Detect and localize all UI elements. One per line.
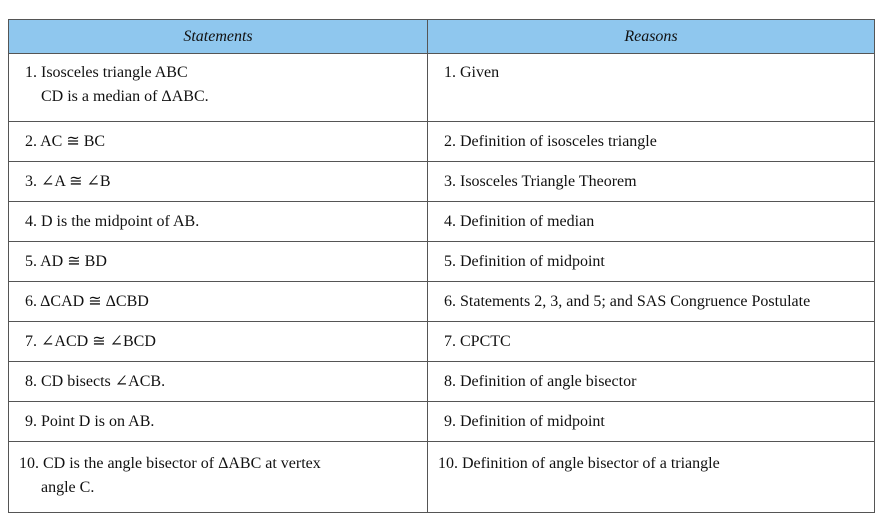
statement-cell xyxy=(9,282,428,322)
statement-cell xyxy=(9,362,428,402)
table-row xyxy=(9,442,875,513)
statement-text: CD bisects ∠ACB. xyxy=(41,372,166,390)
reason-cell: 9. Definition of midpoint xyxy=(428,402,875,442)
statement-cell xyxy=(9,322,428,362)
reason-cell: 4. Definition of median xyxy=(428,202,875,242)
reason-cell: 6. Statements 2, 3, and 5; and SAS Congruence Postulate xyxy=(428,282,875,322)
step-number: 2. xyxy=(25,132,37,150)
statement-line xyxy=(25,61,419,85)
reasons-header: Reasons xyxy=(428,20,875,54)
header-row xyxy=(9,20,875,54)
statement-text: Isosceles triangle ABC xyxy=(41,64,188,81)
step-number: 10. xyxy=(19,455,39,472)
statement-cell xyxy=(9,202,428,242)
step-number: 9. xyxy=(25,412,37,430)
statement-text: D is the midpoint of AB. xyxy=(41,212,200,230)
statement-text: ∠ACD ≅ ∠BCD xyxy=(41,332,156,350)
step-number: 8. xyxy=(25,372,37,390)
step-number: 4. xyxy=(25,212,37,230)
statement-text: Point D is on AB. xyxy=(41,412,155,430)
table-row xyxy=(9,54,875,122)
reason-cell: 2. Definition of isosceles triangle xyxy=(428,122,875,162)
statement-cell xyxy=(9,442,428,513)
statement-text: ∠A ≅ ∠B xyxy=(41,172,111,190)
step-number: 1. xyxy=(25,64,37,81)
table-row xyxy=(9,282,875,322)
table-row xyxy=(9,322,875,362)
table-row xyxy=(9,242,875,282)
statement-text: AC ≅ BC xyxy=(40,132,106,150)
statement-text: AD ≅ BD xyxy=(40,252,107,270)
reason-cell: 10. Definition of angle bisector of a triangle xyxy=(428,442,875,513)
statement-line xyxy=(25,85,419,109)
step-number: 3. xyxy=(25,172,37,190)
statement-cell xyxy=(9,54,428,122)
statement-cell xyxy=(9,122,428,162)
table-row xyxy=(9,362,875,402)
statement-cell xyxy=(9,162,428,202)
table-row xyxy=(9,162,875,202)
statement-text: CD is a median of ΔABC. xyxy=(41,88,209,105)
table-row xyxy=(9,402,875,442)
statement-text: ΔCAD ≅ ΔCBD xyxy=(40,292,149,310)
table-row xyxy=(9,202,875,242)
statement-cell xyxy=(9,402,428,442)
statement-text: angle C. xyxy=(41,479,95,496)
step-number: 5. xyxy=(25,252,37,270)
statements-header: Statements xyxy=(9,20,428,54)
statement-line xyxy=(19,452,419,476)
reason-cell: 1. Given xyxy=(428,54,875,122)
statement-line xyxy=(19,476,419,500)
statement-text: CD is the angle bisector of ΔABC at vertex xyxy=(43,455,321,472)
reason-cell: 3. Isosceles Triangle Theorem xyxy=(428,162,875,202)
reason-cell: 8. Definition of angle bisector xyxy=(428,362,875,402)
statement-cell xyxy=(9,242,428,282)
two-column-proof-table xyxy=(8,19,875,513)
table-row xyxy=(9,122,875,162)
reason-cell: 7. CPCTC xyxy=(428,322,875,362)
step-number: 7. xyxy=(25,332,37,350)
step-number: 6. xyxy=(25,292,37,310)
reason-cell: 5. Definition of midpoint xyxy=(428,242,875,282)
